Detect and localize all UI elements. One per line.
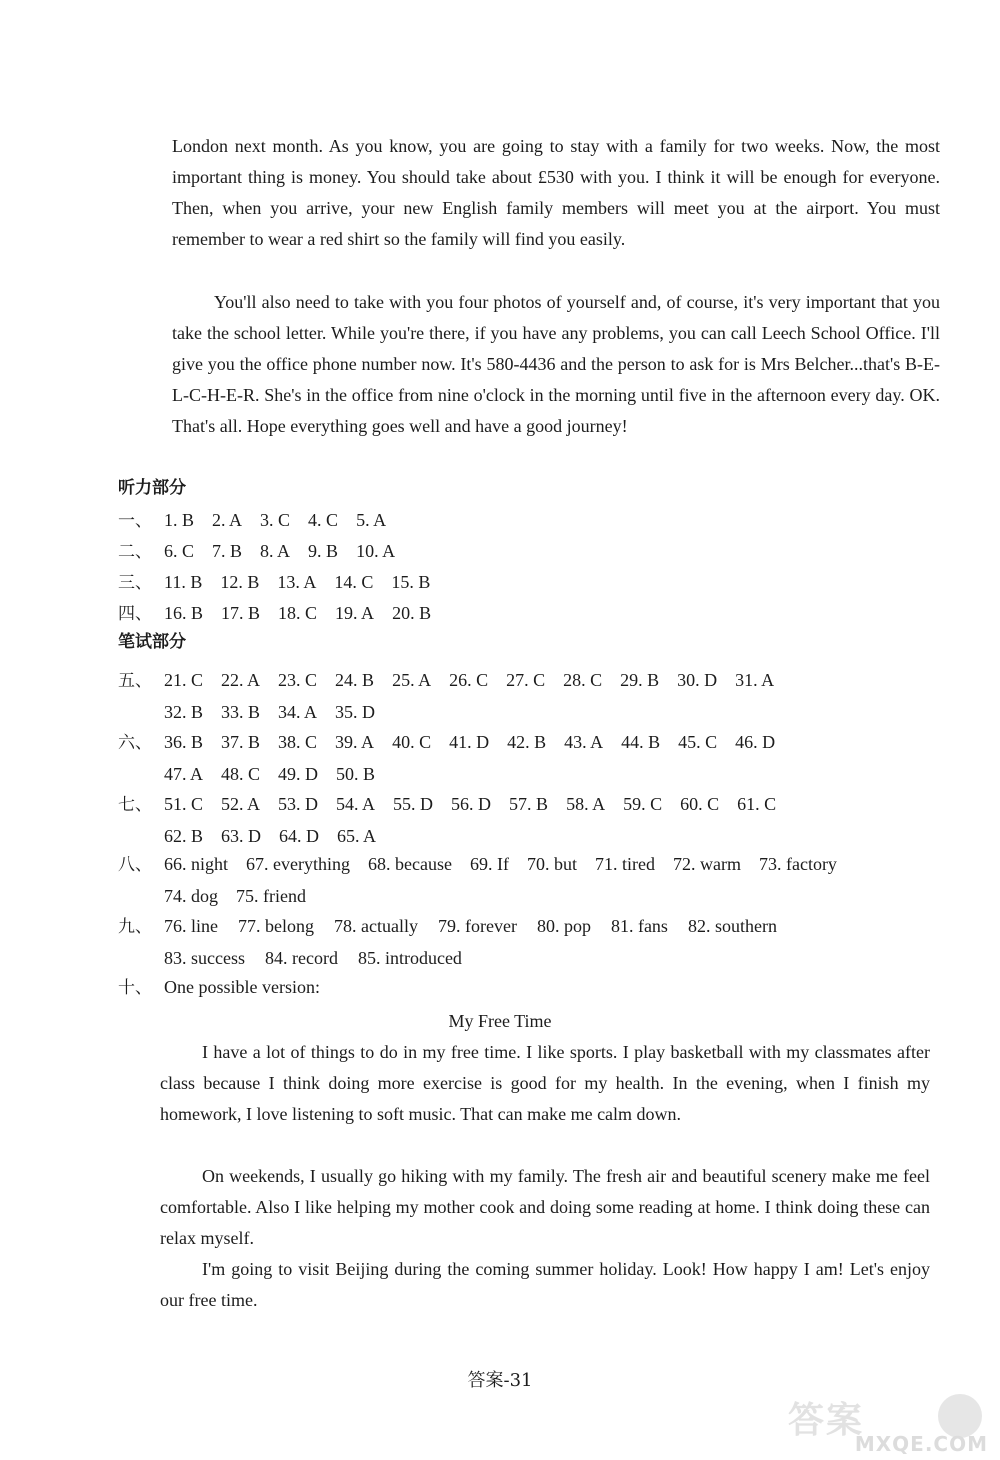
answer-item: 48. C	[221, 764, 261, 784]
answer-row-4	[118, 598, 449, 630]
answer-item: 50. B	[336, 764, 376, 784]
answer-item: 32. B	[164, 702, 204, 722]
answer-item: 58. A	[566, 794, 606, 814]
page-number: 答案-31	[467, 1370, 533, 1391]
answer-item: 51. C	[164, 794, 204, 814]
answer-item: 55. D	[393, 794, 434, 814]
watermark-url: MXQE.COM	[854, 1432, 988, 1456]
answer-item: 56. D	[451, 794, 492, 814]
answer-item: 10. A	[356, 541, 396, 561]
section-number: 八、	[118, 855, 152, 875]
answer-items-continued	[118, 943, 797, 974]
answer-item: 20. B	[392, 603, 432, 623]
answer-items-continued	[118, 697, 792, 728]
answer-item: 37. B	[221, 732, 261, 752]
answer-item: 18. C	[278, 603, 318, 623]
answer-row-8	[118, 849, 855, 912]
watermark-text: 答案	[788, 1400, 865, 1441]
answer-item: 22. A	[221, 670, 261, 690]
answer-item: 66. night	[164, 854, 229, 874]
section-number: 十、	[118, 978, 152, 998]
answer-item: 15. B	[391, 572, 431, 592]
answer-item: 78. actually	[334, 916, 418, 936]
answer-item: 42. B	[507, 732, 547, 752]
answer-item: 34. A	[278, 702, 318, 722]
answer-item: 1. B	[164, 510, 195, 530]
answer-item: 41. D	[449, 732, 490, 752]
answer-item: 45. C	[678, 732, 718, 752]
section-number: 二、	[118, 542, 152, 562]
section-number: 七、	[118, 795, 152, 815]
answer-item: 63. D	[221, 826, 262, 846]
answer-item: 60. C	[680, 794, 720, 814]
answer-row-5	[118, 665, 792, 728]
answer-item: 54. A	[336, 794, 376, 814]
answer-item: 44. B	[621, 732, 661, 752]
answer-item: 3. C	[260, 510, 291, 530]
answer-item: 73. factory	[758, 854, 837, 874]
answer-item: 16. B	[164, 603, 204, 623]
answer-row-3	[118, 567, 448, 599]
answer-item: 28. C	[563, 670, 603, 690]
answer-items	[164, 854, 855, 874]
answer-row-2	[118, 536, 413, 568]
answer-items-continued	[118, 881, 855, 912]
answer-item: 59. C	[623, 794, 663, 814]
answer-items	[164, 732, 793, 752]
section-number: 九、	[118, 917, 152, 937]
answer-item: 21. C	[164, 670, 204, 690]
watermark-logo	[748, 1392, 992, 1454]
answer-item: 81. fans	[610, 916, 668, 936]
answer-item: 4. C	[308, 510, 339, 530]
answer-items	[164, 916, 797, 936]
answer-row-6	[118, 727, 793, 790]
answer-item: 72. warm	[672, 854, 741, 874]
answer-item: 71. tired	[594, 854, 655, 874]
answer-item: 29. B	[620, 670, 660, 690]
answer-item: 53. D	[278, 794, 319, 814]
answer-item: 23. C	[278, 670, 318, 690]
answer-item: 65. A	[337, 826, 377, 846]
answer-item: 43. A	[564, 732, 604, 752]
answer-items	[164, 572, 448, 592]
answer-item: 69. If	[469, 854, 509, 874]
answer-row-7	[118, 789, 794, 852]
answer-item: 36. B	[164, 732, 204, 752]
answer-item: 76. line	[164, 916, 218, 936]
answer-item: 33. B	[221, 702, 261, 722]
answer-item: 30. D	[677, 670, 718, 690]
answer-item: 2. A	[212, 510, 243, 530]
answer-item: 14. C	[334, 572, 374, 592]
passage-paragraph-2: You'll also need to take with you four photos of yourself and, of course, it's very important that you take the school letter. While you're there, if you have any problems, you can call Leech School Office. I'll give you the office phone number now. It's 580-4436 and the person to ask for is Mrs Belcher...that's B-E-L-C-H-E-R. She's in the office from nine o'clock in the morning until five in the afternoon every day. OK. That's all. Hope everything goes well and have a good journey!	[172, 292, 940, 436]
answer-items	[164, 670, 792, 690]
answer-item: 80. pop	[536, 916, 591, 936]
answer-row-10	[118, 972, 320, 1004]
answer-row-1	[118, 505, 404, 537]
answer-item: 11. B	[164, 572, 203, 592]
answer-item: 82. southern	[687, 916, 777, 936]
section-title-written: 笔试部分	[118, 632, 186, 652]
answer-item: 24. B	[335, 670, 375, 690]
answer-item: 31. A	[735, 670, 775, 690]
answer-item: 35. D	[335, 702, 376, 722]
answer-item: 61. C	[737, 794, 777, 814]
answer-item: 52. A	[221, 794, 261, 814]
answer-item: 83. success	[164, 948, 245, 968]
answer-item: 49. D	[278, 764, 319, 784]
answer-item: 62. B	[164, 826, 204, 846]
essay-paragraph-3: I'm going to visit Beijing during the coming summer holiday. Look! How happy I am! Let's enjoy our free time.	[160, 1259, 930, 1310]
answer-item: 9. B	[308, 541, 339, 561]
essay-title: My Free Time	[448, 1011, 552, 1031]
answer-row-9	[118, 911, 797, 974]
answer-item: 57. B	[509, 794, 549, 814]
answer-items	[164, 603, 449, 623]
answer-items	[164, 541, 413, 561]
answer-item: 39. A	[335, 732, 375, 752]
section-number: 三、	[118, 573, 152, 593]
answer-item: 70. but	[526, 854, 577, 874]
answer-items	[164, 794, 794, 814]
answer-item: 27. C	[506, 670, 546, 690]
answer-item: 46. D	[735, 732, 776, 752]
answer-item: 12. B	[220, 572, 260, 592]
answer-item: 7. B	[212, 541, 243, 561]
answer-item: 6. C	[164, 541, 195, 561]
section-number: 五、	[118, 671, 152, 691]
answer-item: 40. C	[392, 732, 432, 752]
section-title-listening: 听力部分	[118, 478, 186, 498]
answer-item: 75. friend	[236, 886, 306, 906]
answer-items	[164, 510, 404, 530]
answer-item: 17. B	[221, 603, 261, 623]
answer-item: 5. A	[356, 510, 387, 530]
answer-text: One possible version:	[164, 977, 320, 997]
passage-paragraph-1: London next month. As you know, you are going to stay with a family for two weeks. Now, the most important thing is money. You should take about £530 with you. I think it will be enough for everyone. Then, when you arrive, your new English family members will meet you at the airport. You must remember to wear a red shirt so the family will find you easily.	[172, 136, 940, 249]
answer-item: 77. belong	[238, 916, 314, 936]
answer-item: 74. dog	[164, 886, 218, 906]
section-number: 一、	[118, 511, 152, 531]
answer-item: 85. introduced	[357, 948, 462, 968]
answer-item: 25. A	[392, 670, 432, 690]
answer-item: 67. everything	[246, 854, 350, 874]
answer-item: 38. C	[278, 732, 318, 752]
answer-item: 84. record	[264, 948, 338, 968]
answer-item: 26. C	[449, 670, 489, 690]
answer-item: 68. because	[368, 854, 452, 874]
section-number: 六、	[118, 733, 152, 753]
answer-item: 47. A	[164, 764, 204, 784]
essay-paragraph-2: On weekends, I usually go hiking with my family. The fresh air and beautiful scenery make me feel comfortable. Also I like helping my mother cook and doing some reading at home. I think doing these can relax myself.	[160, 1166, 930, 1248]
section-number: 四、	[118, 604, 152, 624]
essay-paragraph-1: I have a lot of things to do in my free time. I like sports. I play basketball with my classmates after class because I think doing more exercise is good for my health. In the evening, when I finish my homework, I love listening to soft music. That can make me calm down.	[160, 1042, 930, 1124]
answer-items-continued	[118, 821, 794, 852]
answer-item: 13. A	[277, 572, 317, 592]
answer-item: 19. A	[335, 603, 375, 623]
answer-item: 8. A	[260, 541, 291, 561]
answer-items-continued	[118, 759, 793, 790]
answer-item: 79. forever	[437, 916, 517, 936]
answer-item: 64. D	[279, 826, 320, 846]
